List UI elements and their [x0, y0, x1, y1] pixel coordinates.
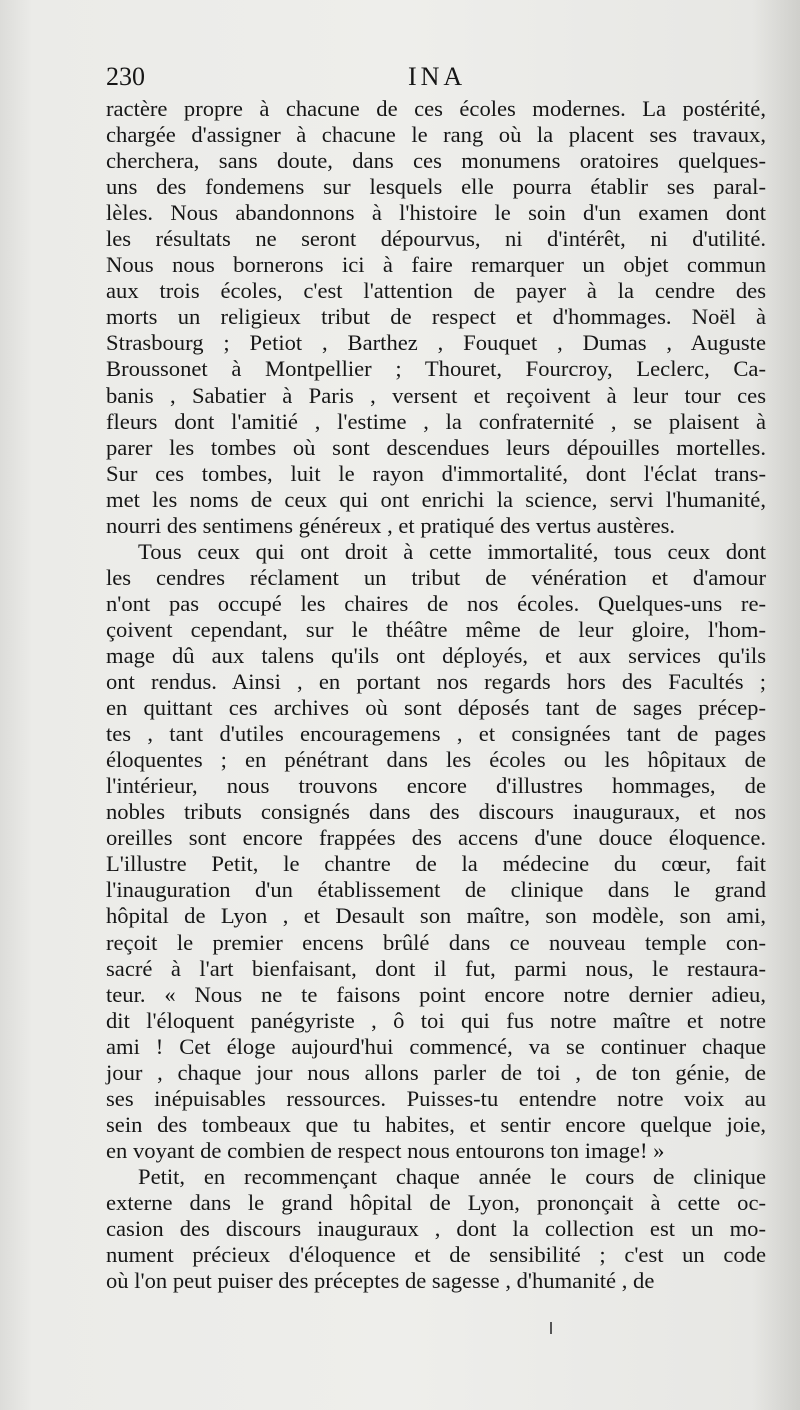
text-line: externe dans le grand hôpital de Lyon, prononçait à cette oc-: [106, 1189, 766, 1215]
text-line: les résultats ne seront dépourvus, ni d'intérêt, ni d'utilité.: [106, 226, 766, 252]
paragraph: [106, 539, 766, 1164]
text-line: met les noms de ceux qui ont enrichi la science, servi l'humanité,: [106, 486, 766, 512]
page-header: [106, 62, 766, 96]
text-line: ami ! Cet éloge aujourd'hui commencé, va se continuer chaque: [106, 1033, 766, 1059]
text-line: cherchera, sans doute, dans ces monumens oratoires quelques-: [106, 148, 766, 174]
text-line: morts un religieux tribut de respect et d'hommages. Noël à: [106, 304, 766, 330]
running-head: INA: [408, 62, 467, 91]
text-line: Sur ces tombes, luit le rayon d'immortalité, dont l'éclat trans-: [106, 460, 766, 486]
text-line: nourri des sentimens généreux , et pratiqué des vertus austères.: [106, 512, 676, 538]
text-line: nobles tributs consignés dans des discours inauguraux, et nos: [106, 799, 766, 825]
text-line: parer les tombes où sont descendues leurs dépouilles mortelles.: [106, 434, 766, 460]
text-line: nument précieux d'éloquence et de sensibilité ; c'est un code: [106, 1242, 766, 1268]
text-line: lèles. Nous abandonnons à l'histoire le soin d'un examen dont: [106, 200, 766, 226]
text-line: en quittant ces archives où sont déposés tant de sages précep-: [106, 695, 766, 721]
text-line: L'illustre Petit, le chantre de la médecine du cœur, fait: [106, 851, 766, 877]
text-line: jour , chaque jour nous allons parler de toi , de ton génie, de: [106, 1059, 766, 1085]
text-line: hôpital de Lyon , et Desault son maître, son modèle, son ami,: [106, 903, 766, 929]
paragraph: [106, 96, 766, 539]
text-line: sein des tombeaux que tu habites, et sentir encore quelque joie,: [106, 1111, 766, 1137]
body-text: [106, 96, 766, 1294]
text-line: n'ont pas occupé les chaires de nos écoles. Quelques-uns re-: [106, 590, 766, 616]
text-line: où l'on peut puiser des préceptes de sagesse , d'humanité , de: [106, 1268, 655, 1294]
text-line: aux trois écoles, c'est l'attention de payer à la cendre des: [106, 278, 766, 304]
text-line: chargée d'assigner à chacune le rang où la placent ses travaux,: [106, 122, 766, 148]
text-line: teur. « Nous ne te faisons point encore notre dernier adieu,: [106, 981, 766, 1007]
text-line: Nous nous bornerons ici à faire remarquer un objet commun: [106, 252, 766, 278]
paragraph: [106, 1164, 766, 1294]
text-line: en voyant de combien de respect nous entourons ton image! »: [106, 1137, 665, 1163]
text-line: mage dû aux talens qu'ils ont déployés, et aux services qu'ils: [106, 642, 766, 668]
text-line: uns des fondemens sur lesquels elle pourra établir ses paral-: [106, 174, 766, 200]
text-line: banis , Sabatier à Paris , versent et reçoivent à leur tour ces: [106, 382, 766, 408]
ink-mark: [550, 1322, 552, 1334]
text-line: casion des discours inauguraux , dont la collection est un mo-: [106, 1216, 766, 1242]
text-line: çoivent cependant, sur le théâtre même de leur gloire, l'hom-: [106, 616, 766, 642]
text-line: ont rendus. Ainsi , en portant nos regards hors des Facultés ;: [106, 669, 766, 695]
text-line: tes , tant d'utiles encouragemens , et consignées tant de pages: [106, 721, 766, 747]
text-line: Tous ceux qui ont droit à cette immortalité, tous ceux dont: [138, 538, 766, 564]
text-line: dit l'éloquent panégyriste , ô toi qui fus notre maître et notre: [106, 1007, 766, 1033]
text-line: éloquentes ; en pénétrant dans les écoles ou les hôpitaux de: [106, 747, 766, 773]
text-line: fleurs dont l'amitié , l'estime , la confraternité , se plaisent à: [106, 408, 766, 434]
text-line: ses inépuisables ressources. Puisses-tu entendre notre voix au: [106, 1085, 766, 1111]
text-line: les cendres réclament un tribut de vénération et d'amour: [106, 564, 766, 590]
text-line: Petit, en recommençant chaque année le cours de clinique: [138, 1163, 766, 1189]
text-line: Strasbourg ; Petiot , Barthez , Fouquet , Dumas , Auguste: [106, 330, 766, 356]
text-line: sacré à l'art bienfaisant, dont il fut, parmi nous, le restaura-: [106, 955, 766, 981]
text-line: Broussonet à Montpellier ; Thouret, Fourcroy, Leclerc, Ca-: [106, 356, 766, 382]
text-line: reçoit le premier encens brûlé dans ce nouveau temple con-: [106, 929, 766, 955]
text-line: oreilles sont encore frappées des accens d'une douce éloquence.: [106, 825, 766, 851]
page-number: 230: [106, 62, 145, 91]
text-line: ractère propre à chacune de ces écoles modernes. La postérité,: [106, 96, 766, 121]
text-line: l'intérieur, nous trouvons encore d'illustres hommages, de: [106, 773, 766, 799]
text-line: l'inauguration d'un établissement de clinique dans le grand: [106, 877, 766, 903]
